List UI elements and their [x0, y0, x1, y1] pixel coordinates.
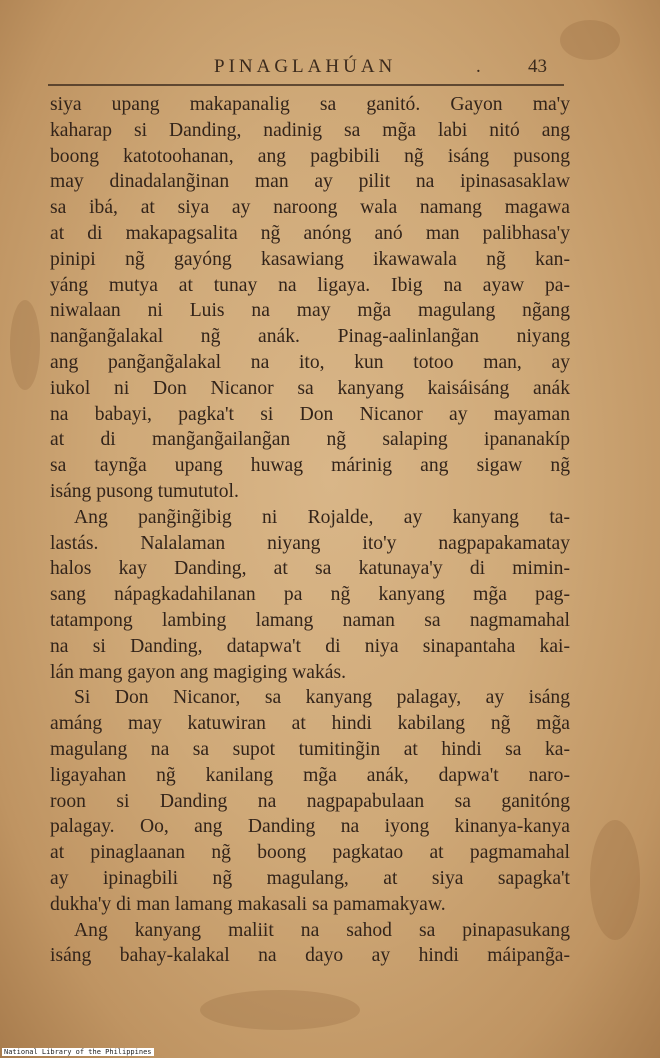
text-line: at di mang̃ang̃ailang̃an ng̃ salaping ipananakíp: [50, 429, 570, 451]
text-line: at pinaglaanan ng̃ boong pagkatao at pagmamahal: [50, 842, 570, 864]
paragraph-start: Ang pang̃ing̃ibig ni Rojalde, ay kanyang ta-: [74, 506, 570, 528]
text-line: kaharap si Danding, nadinig sa mg̃a labi nitó ang: [50, 119, 570, 141]
text-line: siya upang makapanalig sa ganitó. Gayon ma'y: [50, 94, 570, 115]
text-line: isáng pusong tumututol.: [50, 480, 239, 502]
text-line: may dinadalang̃inan man ay pilit na ipinasasaklaw: [50, 171, 570, 193]
text-line: dukha'y di man lamang makasali sa pamamakyaw.: [50, 893, 446, 915]
text-line: ligayahan ng̃ kanilang mg̃a anák, dapwa't naro-: [50, 764, 570, 786]
header-separator: .: [476, 56, 481, 77]
header-rule: [48, 84, 564, 86]
text-line: magulang na sa supot tumiting̃in at hindi sa ka-: [50, 738, 570, 760]
running-title: PINAGLAHÚAN: [214, 56, 397, 77]
text-line: ay ipinagbili ng̃ magulang, at siya sapagka't: [50, 867, 570, 889]
library-credit: National Library of the Philippines: [4, 1048, 152, 1056]
text-line: lán mang gayon ang magiging wakás.: [50, 661, 347, 683]
paper-stain: [590, 820, 640, 940]
text-line: iukol ni Don Nicanor sa kanyang kaisáisáng anák: [50, 377, 570, 399]
paper-stain: [10, 300, 40, 390]
paper-stain: [560, 20, 620, 60]
text-line: halos kay Danding, at sa katunaya'y di mimin-: [50, 558, 570, 580]
text-line: na babayi, pagka't si Don Nicanor ay mayaman: [50, 403, 570, 425]
body-text: [50, 92, 570, 969]
text-line: niwalaan ni Luis na may mg̃a magulang ng̃ang: [50, 300, 570, 322]
text-line: ang pang̃ang̃alakal na ito, kun totoo man, ay: [50, 351, 570, 373]
paragraph-start: Ang kanyang maliit na sahod sa pinapasukang: [74, 919, 570, 941]
text-line: isáng bahay-kalakal na dayo ay hindi máipang̃a-: [50, 945, 570, 967]
text-line: sa tayng̃a upang huwag márinig ang sigaw ng̃: [50, 455, 570, 477]
text-line: sang nápagkadahilanan pa ng̃ kanyang mg̃a pag-: [50, 584, 570, 606]
paragraph-start: Si Don Nicanor, sa kanyang palagay, ay isáng: [74, 687, 570, 709]
text-line: yáng mutya at tunay na ligaya. Ibig na ayaw pa-: [50, 274, 570, 296]
page-number: 43: [528, 56, 547, 77]
text-line: na si Danding, datapwa't di niya sinapantaha kai-: [50, 635, 570, 657]
text-line: at di makapagsalita ng̃ anóng anó man palibhasa'y: [50, 222, 570, 244]
page-header: [48, 56, 568, 82]
text-line: roon si Danding na nagpapabulaan sa ganitóng: [50, 790, 570, 812]
text-line: tatampong lambing lamang naman sa nagmamahal: [50, 609, 570, 631]
text-line: lastás. Nalalaman niyang ito'y nagpapakamatay: [50, 532, 570, 554]
text-line: boong katotoohanan, ang pagbibili ng̃ isáng pusong: [50, 145, 570, 167]
text-line: nang̃ang̃alakal ng̃ anák. Pinag-aalinlang̃an niyang: [50, 326, 570, 348]
text-line: pinipi ng̃ gayóng kasawiang ikawawala ng̃ kan-: [50, 248, 570, 270]
text-line: sa ibá, at siya ay naroong wala namang magawa: [50, 197, 570, 219]
text-line: palagay. Oo, ang Danding na iyong kinanya-kanya: [50, 816, 570, 838]
text-line: amáng may katuwiran at hindi kabilang ng̃ mg̃a: [50, 713, 570, 735]
paper-stain: [200, 990, 360, 1030]
